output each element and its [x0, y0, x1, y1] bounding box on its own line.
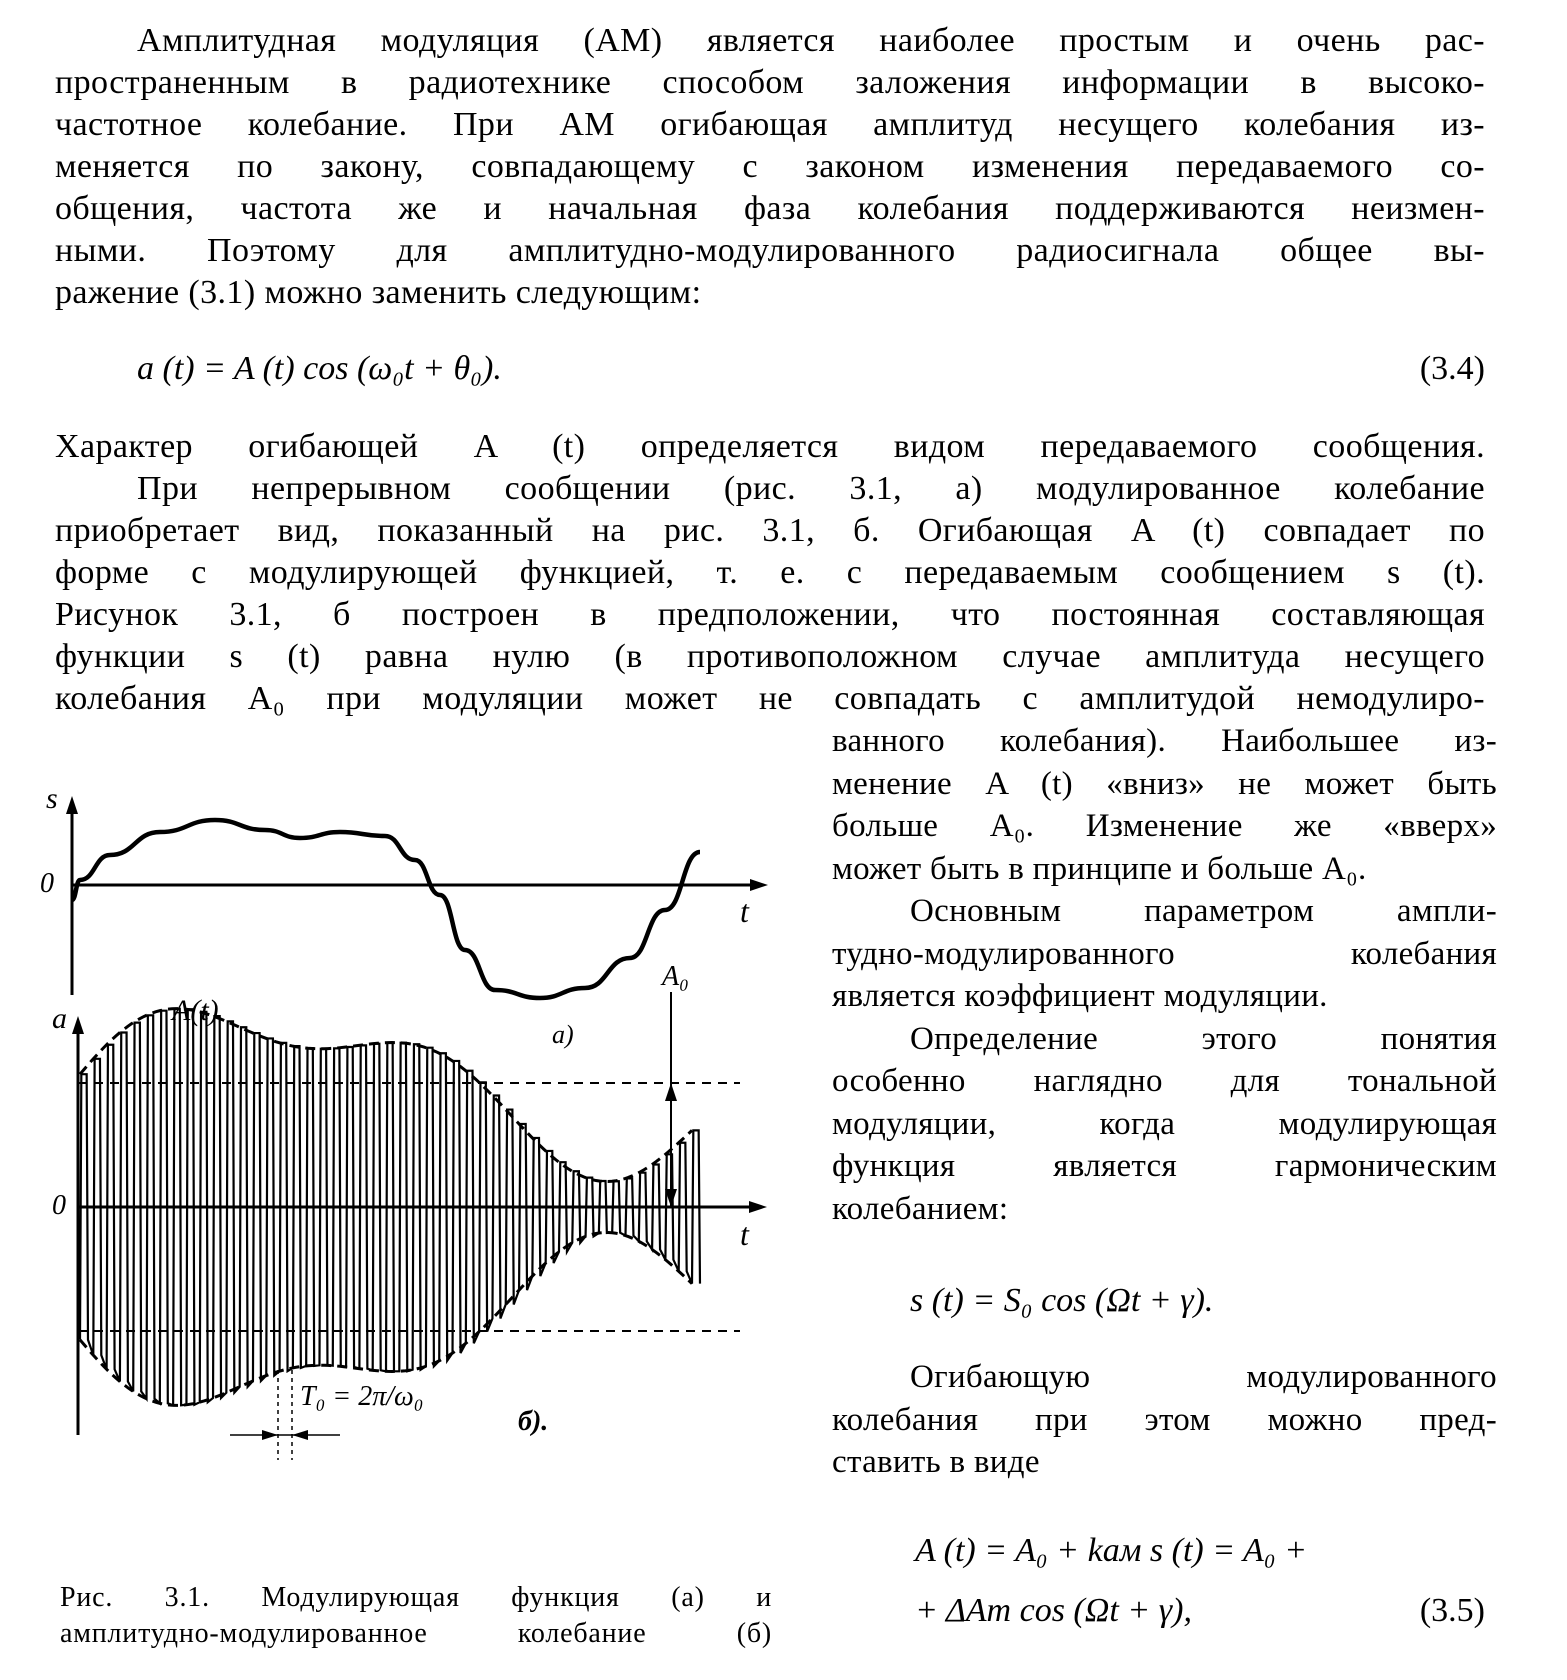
t-axis-label-top: t	[740, 893, 749, 929]
period-label: T₀ = 2π/ω₀	[300, 1381, 424, 1412]
period-arrow-left	[262, 1430, 278, 1440]
column-line: модуляции, когда модулирующая	[832, 1105, 1497, 1142]
t-axis-label-bottom: t	[740, 1216, 749, 1252]
envelope-label: A(t)	[172, 994, 219, 1027]
column-line: ставить в виде	[832, 1444, 1040, 1480]
equation-3-5-line1: A (t) = A₀ + kам s (t) = A₀ +	[915, 1532, 1308, 1569]
a0-arrow-top	[665, 1083, 677, 1101]
a-axis-arrow	[72, 1016, 84, 1034]
plot-a	[40, 782, 768, 1049]
equation-number: (3.5)	[1419, 1592, 1485, 1629]
intro-line: ными. Поэтому для амплитудно-модулированного радиосигнала общее вы-	[55, 232, 1485, 269]
intro-line: Амплитудная модуляция (АМ) является наиболее простым и очень рас-	[137, 22, 1485, 59]
right-column	[832, 720, 1497, 1230]
panel-a-label: а)	[552, 1020, 574, 1049]
zero-label-top: 0	[40, 868, 54, 899]
caption-line: Рис. 3.1. Модулирующая функция (а) и	[60, 1582, 772, 1613]
s-axis-label: s	[46, 782, 58, 815]
intro-line: ражение (3.1) можно заменить следующим:	[55, 274, 702, 311]
zero-label-bottom: 0	[52, 1190, 66, 1221]
column-line: функция является гармоническим	[832, 1148, 1497, 1184]
period-arrow-right	[292, 1430, 308, 1440]
equation-3-4: a (t) = A (t) cos (ω₀t + θ₀).	[137, 350, 502, 387]
figure-3-1	[40, 780, 800, 1550]
column-line: колебания при этом можно пред-	[832, 1401, 1497, 1438]
plot-b	[52, 961, 767, 1460]
para2-line: приобретает вид, показанный на рис. 3.1, б. Огибающая A (t) совпадает по	[55, 512, 1485, 549]
para2-line: функции s (t) равна нулю (в противоположном случае амплитуда несущего	[55, 638, 1485, 675]
para2-line: Рисунок 3.1, б построен в предположении, что постоянная составляющая	[55, 596, 1485, 633]
column-line: колебанием:	[832, 1190, 1009, 1227]
column-line: тудно-модулированного колебания	[832, 935, 1497, 972]
column-line: является коэффициент модуляции.	[832, 978, 1328, 1014]
equation-s: s (t) = S₀ cos (Ωt + γ).	[910, 1282, 1214, 1319]
panel-b-label: б).	[518, 1406, 549, 1437]
caption-line: амплитудно-модулированное колебание (б)	[60, 1618, 772, 1649]
intro-line: пространенным в радиотехнике способом заложения информации в высоко-	[55, 64, 1485, 101]
column-line: может быть в принципе и больше A₀.	[832, 850, 1367, 887]
para2-line: форме с модулирующей функцией, т. е. с передаваемым сообщением s (t).	[55, 554, 1485, 591]
intro-line: общения, частота же и начальная фаза колебания поддерживаются неизмен-	[55, 190, 1485, 227]
a-axis-label: a	[52, 1002, 67, 1035]
column-line: ванного колебания). Наибольшее из-	[832, 723, 1497, 759]
s-axis-arrow	[66, 796, 78, 814]
intro-line: меняется по закону, совпадающему с законом изменения передаваемого со-	[55, 148, 1485, 185]
para2-line: При непрерывном сообщении (рис. 3.1, а) модулированное колебание	[137, 470, 1485, 507]
para2-line: колебания A₀ при модуляции может не совпадать с амплитудой немодулиро-	[55, 680, 1485, 717]
right-column-lower	[832, 1356, 1497, 1484]
column-line: особенно наглядно для тональной	[832, 1063, 1497, 1099]
envelope-sentence: Характер огибающей A (t) определяется видом передаваемого сообщения.	[55, 428, 1485, 465]
modulating-curve	[72, 820, 700, 998]
t-axis-top-arrow	[750, 879, 768, 891]
intro-line: частотное колебание. При АМ огибающая амплитуд несущего колебания из-	[55, 106, 1485, 143]
t-axis-bottom-arrow	[749, 1201, 767, 1213]
a0-label: A₀	[662, 961, 689, 992]
equation-number: (3.4)	[1419, 350, 1485, 387]
column-line: менение A (t) «вниз» не может быть	[832, 765, 1497, 802]
column-line: Основным параметром ампли-	[910, 893, 1497, 929]
equation-3-5-line2: + ΔAm cos (Ωt + γ),	[915, 1592, 1192, 1629]
column-line: Огибающую модулированного	[910, 1359, 1497, 1395]
column-line: Определение этого понятия	[910, 1020, 1497, 1057]
column-line: больше A₀. Изменение же «вверх»	[832, 808, 1497, 844]
